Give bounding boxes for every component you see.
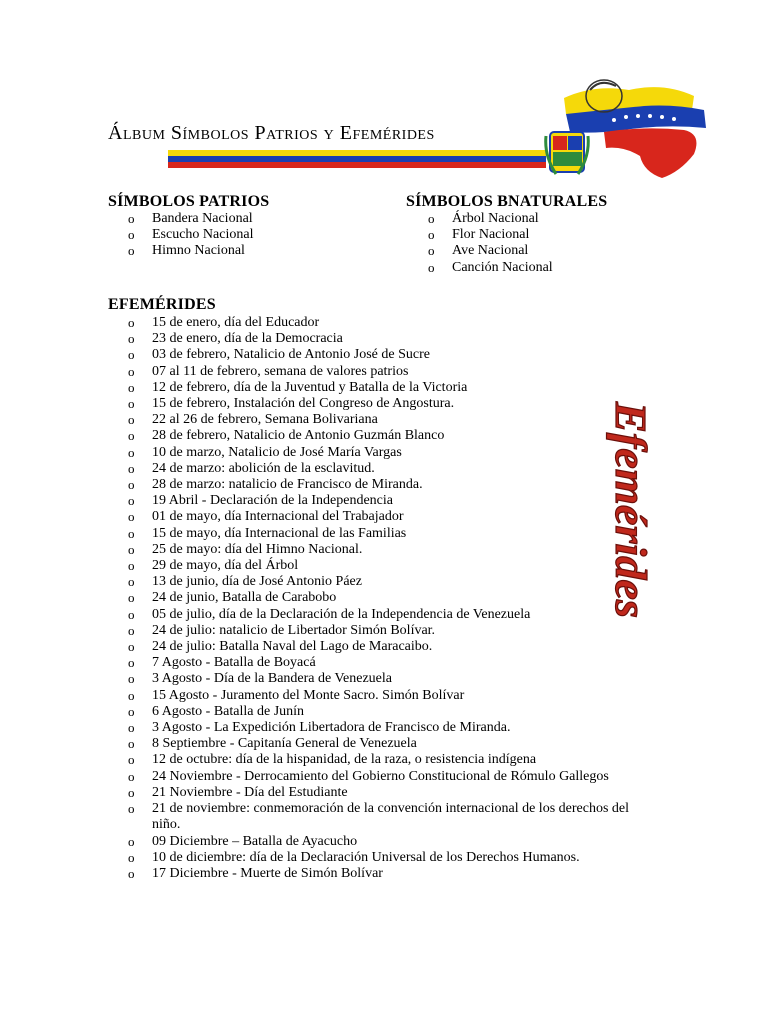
efemeride-item: o 3 Agosto - Día de la Bandera de Venezuela [128, 671, 392, 687]
efemeride-item: o 23 de enero, día de la Democracia [128, 331, 343, 347]
efemeride-item: o 10 de marzo, Natalicio de José María Vargas [128, 444, 402, 460]
list-item: o Bandera Nacional [128, 211, 253, 226]
list-item: o Árbol Nacional [428, 211, 539, 226]
efemeride-item: o 28 de febrero, Natalicio de Antonio Guzmán Blanco [128, 428, 445, 444]
efemeride-item: o 8 Septiembre - Capitanía General de Venezuela [128, 736, 417, 752]
efemeride-item: o 17 Diciembre - Muerte de Simón Bolívar [128, 865, 383, 881]
efemeride-item: o 05 de julio, día de la Declaración de la Independencia de Venezuela [128, 606, 531, 622]
efemeride-item: o 21 de noviembre: conmemoración de la convención internacional de los derechos del niño. [128, 801, 629, 833]
simbolos-patrios-heading: SÍMBOLOS PATRIOS [108, 193, 270, 210]
list-item: o Escucho Nacional [128, 227, 254, 243]
efemerides-wordart [600, 398, 666, 622]
efemeride-item: o 15 Agosto - Juramento del Monte Sacro. Simón Bolívar [128, 687, 465, 703]
list-item: o Himno Nacional [128, 243, 245, 259]
simbolos-patrios-list [128, 211, 253, 260]
efemeride-item: o 28 de marzo: natalicio de Francisco de Miranda. [128, 477, 423, 493]
efemeride-item: o 12 de octubre: día de la hispanidad, de la raza, o resistencia indígena [128, 752, 537, 768]
list-item: o Canción Nacional [428, 259, 553, 275]
efemeride-item: o 24 de marzo: abolición de la esclavitud. [128, 460, 375, 476]
efemeride-item: o 13 de junio, día de José Antonio Páez [128, 574, 362, 590]
efemeride-item: o 09 Diciembre – Batalla de Ayacucho [128, 833, 358, 849]
efemeride-item: o 22 al 26 de febrero, Semana Bolivariana [128, 412, 378, 428]
efemeride-item: o 24 Noviembre - Derrocamiento del Gobierno Constitucional de Rómulo Gallegos [128, 768, 609, 784]
flag-stripes [168, 150, 546, 168]
simbolos-naturales-heading: SÍMBOLOS BNATURALES [406, 193, 608, 210]
efemeride-item: o 25 de mayo: día del Himno Nacional. [128, 541, 363, 557]
stripe-red [168, 162, 546, 168]
efemerides-list [128, 315, 648, 882]
efemeride-item: o 03 de febrero, Natalicio de Antonio José de Sucre [128, 347, 430, 363]
page-title: Álbum Símbolos Patrios y Efemérides [108, 122, 435, 144]
efemeride-item: o 6 Agosto - Batalla de Junín [128, 703, 305, 719]
efemeride-item: o 7 Agosto - Batalla de Boyacá [128, 655, 316, 671]
efemeride-item: o 19 Abril - Declaración de la Independencia [128, 493, 394, 509]
simbolos-naturales-list [428, 211, 553, 276]
side-word-text: Efemérides [606, 402, 655, 608]
efemeride-item: o 01 de mayo, día Internacional del Trabajador [128, 509, 404, 525]
efemeride-item: o 15 de febrero, Instalación del Congreso de Angostura. [128, 396, 455, 412]
efemeride-item: o 21 Noviembre - Día del Estudiante [128, 784, 348, 800]
efemeride-item: o 12 de febrero, día de la Juventud y Batalla de la Victoria [128, 379, 468, 395]
efemerides-heading: EFEMÉRIDES [108, 296, 216, 313]
efemeride-item: o 07 al 11 de febrero, semana de valores patrios [128, 363, 409, 379]
efemeride-item: o 3 Agosto - La Expedición Libertadora de Francisco de Miranda. [128, 720, 511, 736]
efemeride-item: o 15 de enero, día del Educador [128, 315, 320, 330]
list-item: o Flor Nacional [428, 227, 530, 243]
efemeride-item: o 10 de diciembre: día de la Declaración Universal de los Derechos Humanos. [128, 849, 580, 865]
efemeride-item: o 15 de mayo, día Internacional de las Familias [128, 525, 407, 541]
venezuela-map-illustration [544, 76, 714, 186]
efemeride-item: o 24 de junio, Batalla de Carabobo [128, 590, 337, 606]
efemeride-item: o 24 de julio: Batalla Naval del Lago de Maracaibo. [128, 639, 433, 655]
efemeride-item: o 24 de julio: natalicio de Libertador Simón Bolívar. [128, 622, 436, 638]
efemeride-item: o 29 de mayo, día del Árbol [128, 558, 299, 574]
list-item: o Ave Nacional [428, 243, 529, 259]
